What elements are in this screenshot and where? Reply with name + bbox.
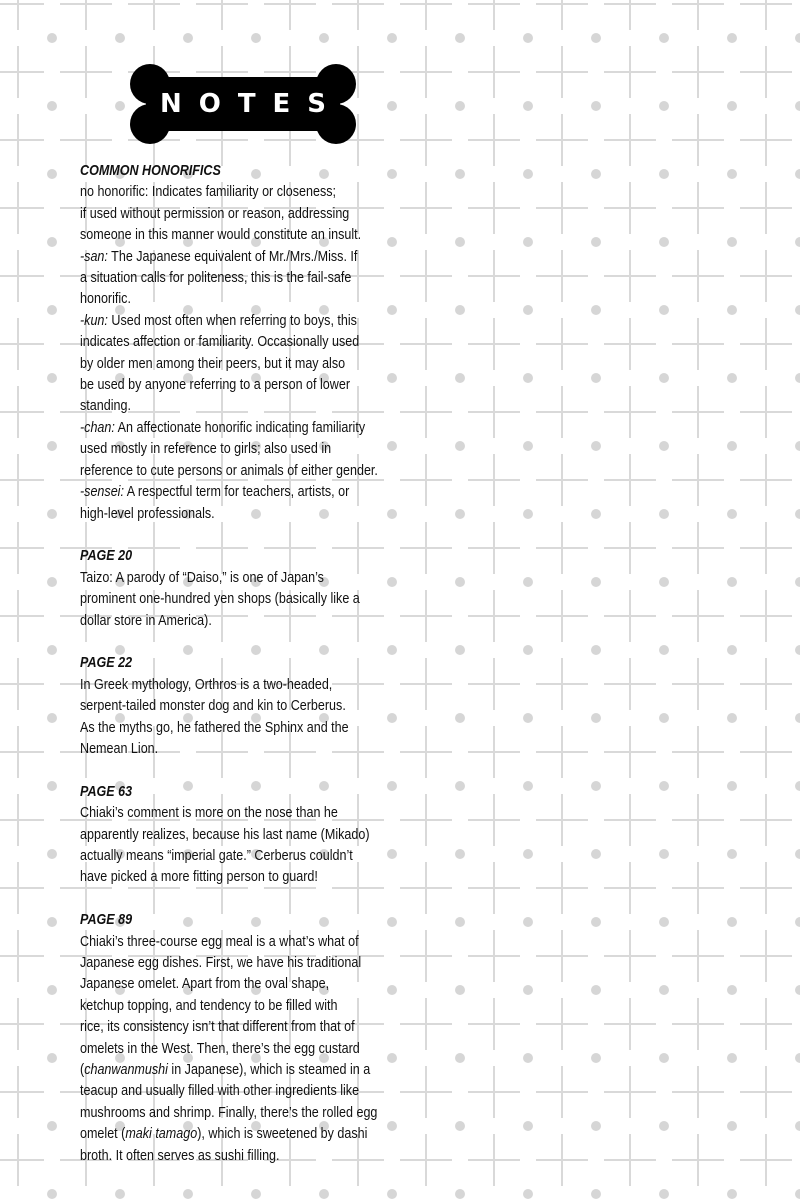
body-line: if used without permission or reason, addressing <box>80 205 350 222</box>
pattern-mark <box>591 849 601 859</box>
pattern-mark <box>591 645 601 655</box>
pattern-mark <box>795 33 800 43</box>
japanese-term: maki tamago <box>125 1126 198 1143</box>
pattern-mark <box>659 713 669 723</box>
pattern-mark <box>795 713 800 723</box>
body-line: honorific. <box>80 291 131 308</box>
pattern-mark <box>659 1053 669 1063</box>
pattern-mark <box>387 577 397 587</box>
pattern-mark <box>591 713 601 723</box>
pattern-mark <box>387 305 397 315</box>
pattern-mark <box>183 33 193 43</box>
honorific-term: -chan: <box>80 419 115 436</box>
honorific-entry-sensei: -sensei: A respectful term for teachers, artists, or <box>80 484 350 501</box>
pattern-mark <box>727 237 737 247</box>
pattern-mark <box>387 373 397 383</box>
pattern-mark <box>387 1189 397 1199</box>
page-heading: PAGE 89 <box>80 912 133 929</box>
pattern-mark <box>523 509 533 519</box>
pattern-mark <box>47 713 57 723</box>
pattern-mark <box>455 509 465 519</box>
pattern-mark <box>387 781 397 791</box>
pattern-mark <box>455 1053 465 1063</box>
pattern-mark <box>591 237 601 247</box>
pattern-mark <box>47 917 57 927</box>
pattern-mark <box>523 645 533 655</box>
pattern-mark <box>727 373 737 383</box>
pattern-mark <box>591 33 601 43</box>
pattern-mark <box>455 305 465 315</box>
pattern-mark <box>387 1121 397 1131</box>
pattern-mark <box>47 849 57 859</box>
pattern-mark <box>591 509 601 519</box>
pattern-mark <box>523 1189 533 1199</box>
pattern-mark <box>455 373 465 383</box>
body-line: Nemean Lion. <box>80 740 159 757</box>
pattern-mark <box>795 917 800 927</box>
pattern-mark <box>523 305 533 315</box>
pattern-mark <box>47 373 57 383</box>
pattern-mark <box>523 917 533 927</box>
pattern-mark <box>115 101 125 111</box>
pattern-mark <box>251 1189 261 1199</box>
page-heading: PAGE 63 <box>80 783 133 800</box>
pattern-mark <box>659 169 669 179</box>
pattern-mark <box>523 441 533 451</box>
pattern-mark <box>115 33 125 43</box>
pattern-mark <box>727 577 737 587</box>
pattern-mark <box>659 305 669 315</box>
pattern-mark <box>455 1189 465 1199</box>
pattern-mark <box>47 101 57 111</box>
pattern-mark <box>523 101 533 111</box>
pattern-mark <box>523 169 533 179</box>
pattern-mark <box>591 1053 601 1063</box>
honorific-term: -san: <box>80 248 108 265</box>
pattern-mark <box>319 33 329 43</box>
body-line: Japanese egg dishes. First, we have his traditional <box>80 954 362 971</box>
body-line: serpent-tailed monster dog and kin to Cerberus. <box>80 698 346 715</box>
body-line: Taizo: A parody of “Daiso,” is one of Japan’s <box>80 569 324 586</box>
pattern-mark <box>591 781 601 791</box>
page-heading: PAGE 20 <box>80 548 133 565</box>
pattern-mark <box>727 169 737 179</box>
pattern-mark <box>47 1053 57 1063</box>
pattern-mark <box>659 645 669 655</box>
body-line: apparently realizes, because his last name (Mikado) <box>80 826 370 843</box>
pattern-mark <box>387 713 397 723</box>
pattern-mark <box>795 1121 800 1131</box>
pattern-mark <box>591 577 601 587</box>
pattern-mark <box>47 1189 57 1199</box>
pattern-mark <box>591 101 601 111</box>
honorific-term: -sensei: <box>80 484 124 501</box>
pattern-mark <box>47 645 57 655</box>
body-line: have picked a more fitting person to guard! <box>80 869 318 886</box>
pattern-mark <box>47 577 57 587</box>
pattern-mark <box>47 237 57 247</box>
pattern-mark <box>591 1189 601 1199</box>
pattern-mark <box>795 781 800 791</box>
pattern-mark <box>659 985 669 995</box>
body-line: reference to cute persons or animals of either gender. <box>80 462 378 479</box>
pattern-mark <box>727 1189 737 1199</box>
body-line: indicates affection or familiarity. Occasionally used <box>80 334 360 351</box>
pattern-mark <box>727 509 737 519</box>
pattern-mark <box>455 441 465 451</box>
pattern-mark <box>47 509 57 519</box>
pattern-mark <box>455 237 465 247</box>
pattern-mark <box>523 577 533 587</box>
pattern-mark <box>455 781 465 791</box>
pattern-mark <box>455 985 465 995</box>
pattern-mark <box>591 441 601 451</box>
pattern-mark <box>659 577 669 587</box>
pattern-mark <box>455 713 465 723</box>
body-line: by older men among their peers, but it may also <box>80 355 346 372</box>
pattern-mark <box>659 373 669 383</box>
pattern-mark <box>727 985 737 995</box>
pattern-mark <box>727 441 737 451</box>
pattern-mark <box>795 1053 800 1063</box>
pattern-mark <box>455 645 465 655</box>
pattern-mark <box>727 305 737 315</box>
body-line: rice, its consistency isn’t that different from that of <box>80 1019 355 1036</box>
notes-banner <box>128 63 358 145</box>
body-line: As the myths go, he fathered the Sphinx and the <box>80 719 349 736</box>
pattern-mark <box>387 1053 397 1063</box>
body-line: used mostly in reference to girls; also used in <box>80 441 332 458</box>
pattern-mark <box>387 441 397 451</box>
pattern-mark <box>319 1189 329 1199</box>
pattern-mark <box>727 849 737 859</box>
body-line: In Greek mythology, Orthros is a two-headed, <box>80 676 333 693</box>
pattern-mark <box>727 33 737 43</box>
body-line: ketchup topping, and tendency to be filled with <box>80 997 338 1014</box>
pattern-mark <box>659 237 669 247</box>
pattern-mark <box>523 1121 533 1131</box>
pattern-mark <box>455 849 465 859</box>
body-line: be used by anyone referring to a person of lower <box>80 377 351 394</box>
pattern-mark <box>523 985 533 995</box>
pattern-mark <box>727 645 737 655</box>
japanese-term: chanwanmushi <box>84 1062 168 1078</box>
pattern-mark <box>523 781 533 791</box>
pattern-mark <box>795 237 800 247</box>
pattern-mark <box>795 1189 800 1199</box>
pattern-mark <box>523 1053 533 1063</box>
pattern-mark <box>727 1121 737 1131</box>
pattern-mark <box>795 849 800 859</box>
body-line: dollar store in America). <box>80 612 212 629</box>
pattern-mark <box>387 917 397 927</box>
pattern-mark <box>47 33 57 43</box>
pattern-mark <box>455 577 465 587</box>
body-line: broth. It often serves as sushi filling. <box>80 1147 280 1164</box>
body-line: mushrooms and shrimp. Finally, there’s the rolled egg <box>80 1104 378 1121</box>
notes-content <box>80 161 378 1167</box>
pattern-mark <box>387 101 397 111</box>
pattern-mark <box>591 305 601 315</box>
pattern-mark <box>727 713 737 723</box>
body-line: omelets in the West. Then, there’s the egg custard <box>80 1040 360 1057</box>
pattern-mark <box>523 849 533 859</box>
pattern-mark <box>47 781 57 791</box>
pattern-mark <box>659 509 669 519</box>
pattern-mark <box>727 917 737 927</box>
pattern-mark <box>659 33 669 43</box>
pattern-mark <box>659 101 669 111</box>
body-line: someone in this manner would constitute an insult. <box>80 227 362 244</box>
pattern-mark <box>795 577 800 587</box>
pattern-mark <box>659 1189 669 1199</box>
body-line: standing. <box>80 398 131 415</box>
pattern-mark <box>795 373 800 383</box>
pattern-mark <box>47 441 57 451</box>
pattern-mark <box>523 237 533 247</box>
pattern-mark <box>795 441 800 451</box>
pattern-mark <box>591 169 601 179</box>
pattern-mark <box>795 101 800 111</box>
body-line: Chiaki’s comment is more on the nose than he <box>80 805 338 822</box>
pattern-mark <box>115 1189 125 1199</box>
body-line: Chiaki’s three-course egg meal is a what’s what of <box>80 933 359 950</box>
body-line: high-level professionals. <box>80 505 215 522</box>
pattern-mark <box>47 985 57 995</box>
pattern-mark <box>47 169 57 179</box>
pattern-mark <box>795 645 800 655</box>
pattern-mark <box>455 101 465 111</box>
pattern-mark <box>387 645 397 655</box>
banner-title: NOTES <box>159 89 344 119</box>
pattern-mark <box>251 33 261 43</box>
pattern-mark <box>523 713 533 723</box>
pattern-mark <box>727 781 737 791</box>
pattern-mark <box>591 1121 601 1131</box>
pattern-mark <box>727 1053 737 1063</box>
body-line: actually means “imperial gate.” Cerberus couldn’t <box>80 847 353 864</box>
pattern-mark <box>387 509 397 519</box>
page-heading: PAGE 22 <box>80 655 133 672</box>
body-line: a situation calls for politeness, this is the fail-safe <box>80 270 352 287</box>
pattern-mark <box>523 373 533 383</box>
section-heading: COMMON HONORIFICS <box>80 163 221 179</box>
honorific-term: -kun: <box>80 312 108 329</box>
pattern-mark <box>387 985 397 995</box>
pattern-mark <box>659 917 669 927</box>
body-line: Japanese omelet. Apart from the oval shape, <box>80 976 330 993</box>
pattern-mark <box>387 849 397 859</box>
pattern-mark <box>727 101 737 111</box>
pattern-mark <box>387 169 397 179</box>
body-line: (chanwanmushi in Japanese), which is steamed in a <box>80 1062 371 1078</box>
pattern-mark <box>387 237 397 247</box>
honorific-entry-san: -san: The Japanese equivalent of Mr./Mrs./Miss. If <box>80 248 358 265</box>
pattern-mark <box>183 1189 193 1199</box>
pattern-mark <box>455 1121 465 1131</box>
body-line: no honorific: Indicates familiarity or closeness; <box>80 184 337 201</box>
pattern-mark <box>47 305 57 315</box>
pattern-mark <box>659 1121 669 1131</box>
body-line: prominent one-hundred yen shops (basically like a <box>80 591 360 608</box>
honorific-entry-kun: -kun: Used most often when referring to boys, this <box>80 312 357 329</box>
pattern-mark <box>591 985 601 995</box>
honorific-entry-chan: -chan: An affectionate honorific indicating familiarity <box>80 419 366 436</box>
pattern-mark <box>659 441 669 451</box>
body-line: teacup and usually filled with other ingredients like <box>80 1083 360 1100</box>
pattern-mark <box>659 781 669 791</box>
pattern-mark <box>795 305 800 315</box>
pattern-mark <box>523 33 533 43</box>
pattern-mark <box>659 849 669 859</box>
pattern-mark <box>455 33 465 43</box>
body-line: omelet (maki tamago), which is sweetened by dashi <box>80 1126 368 1143</box>
pattern-mark <box>795 509 800 519</box>
pattern-mark <box>455 169 465 179</box>
pattern-mark <box>795 985 800 995</box>
pattern-mark <box>591 917 601 927</box>
pattern-mark <box>795 169 800 179</box>
pattern-mark <box>455 917 465 927</box>
pattern-mark <box>591 373 601 383</box>
pattern-mark <box>387 33 397 43</box>
pattern-mark <box>47 1121 57 1131</box>
